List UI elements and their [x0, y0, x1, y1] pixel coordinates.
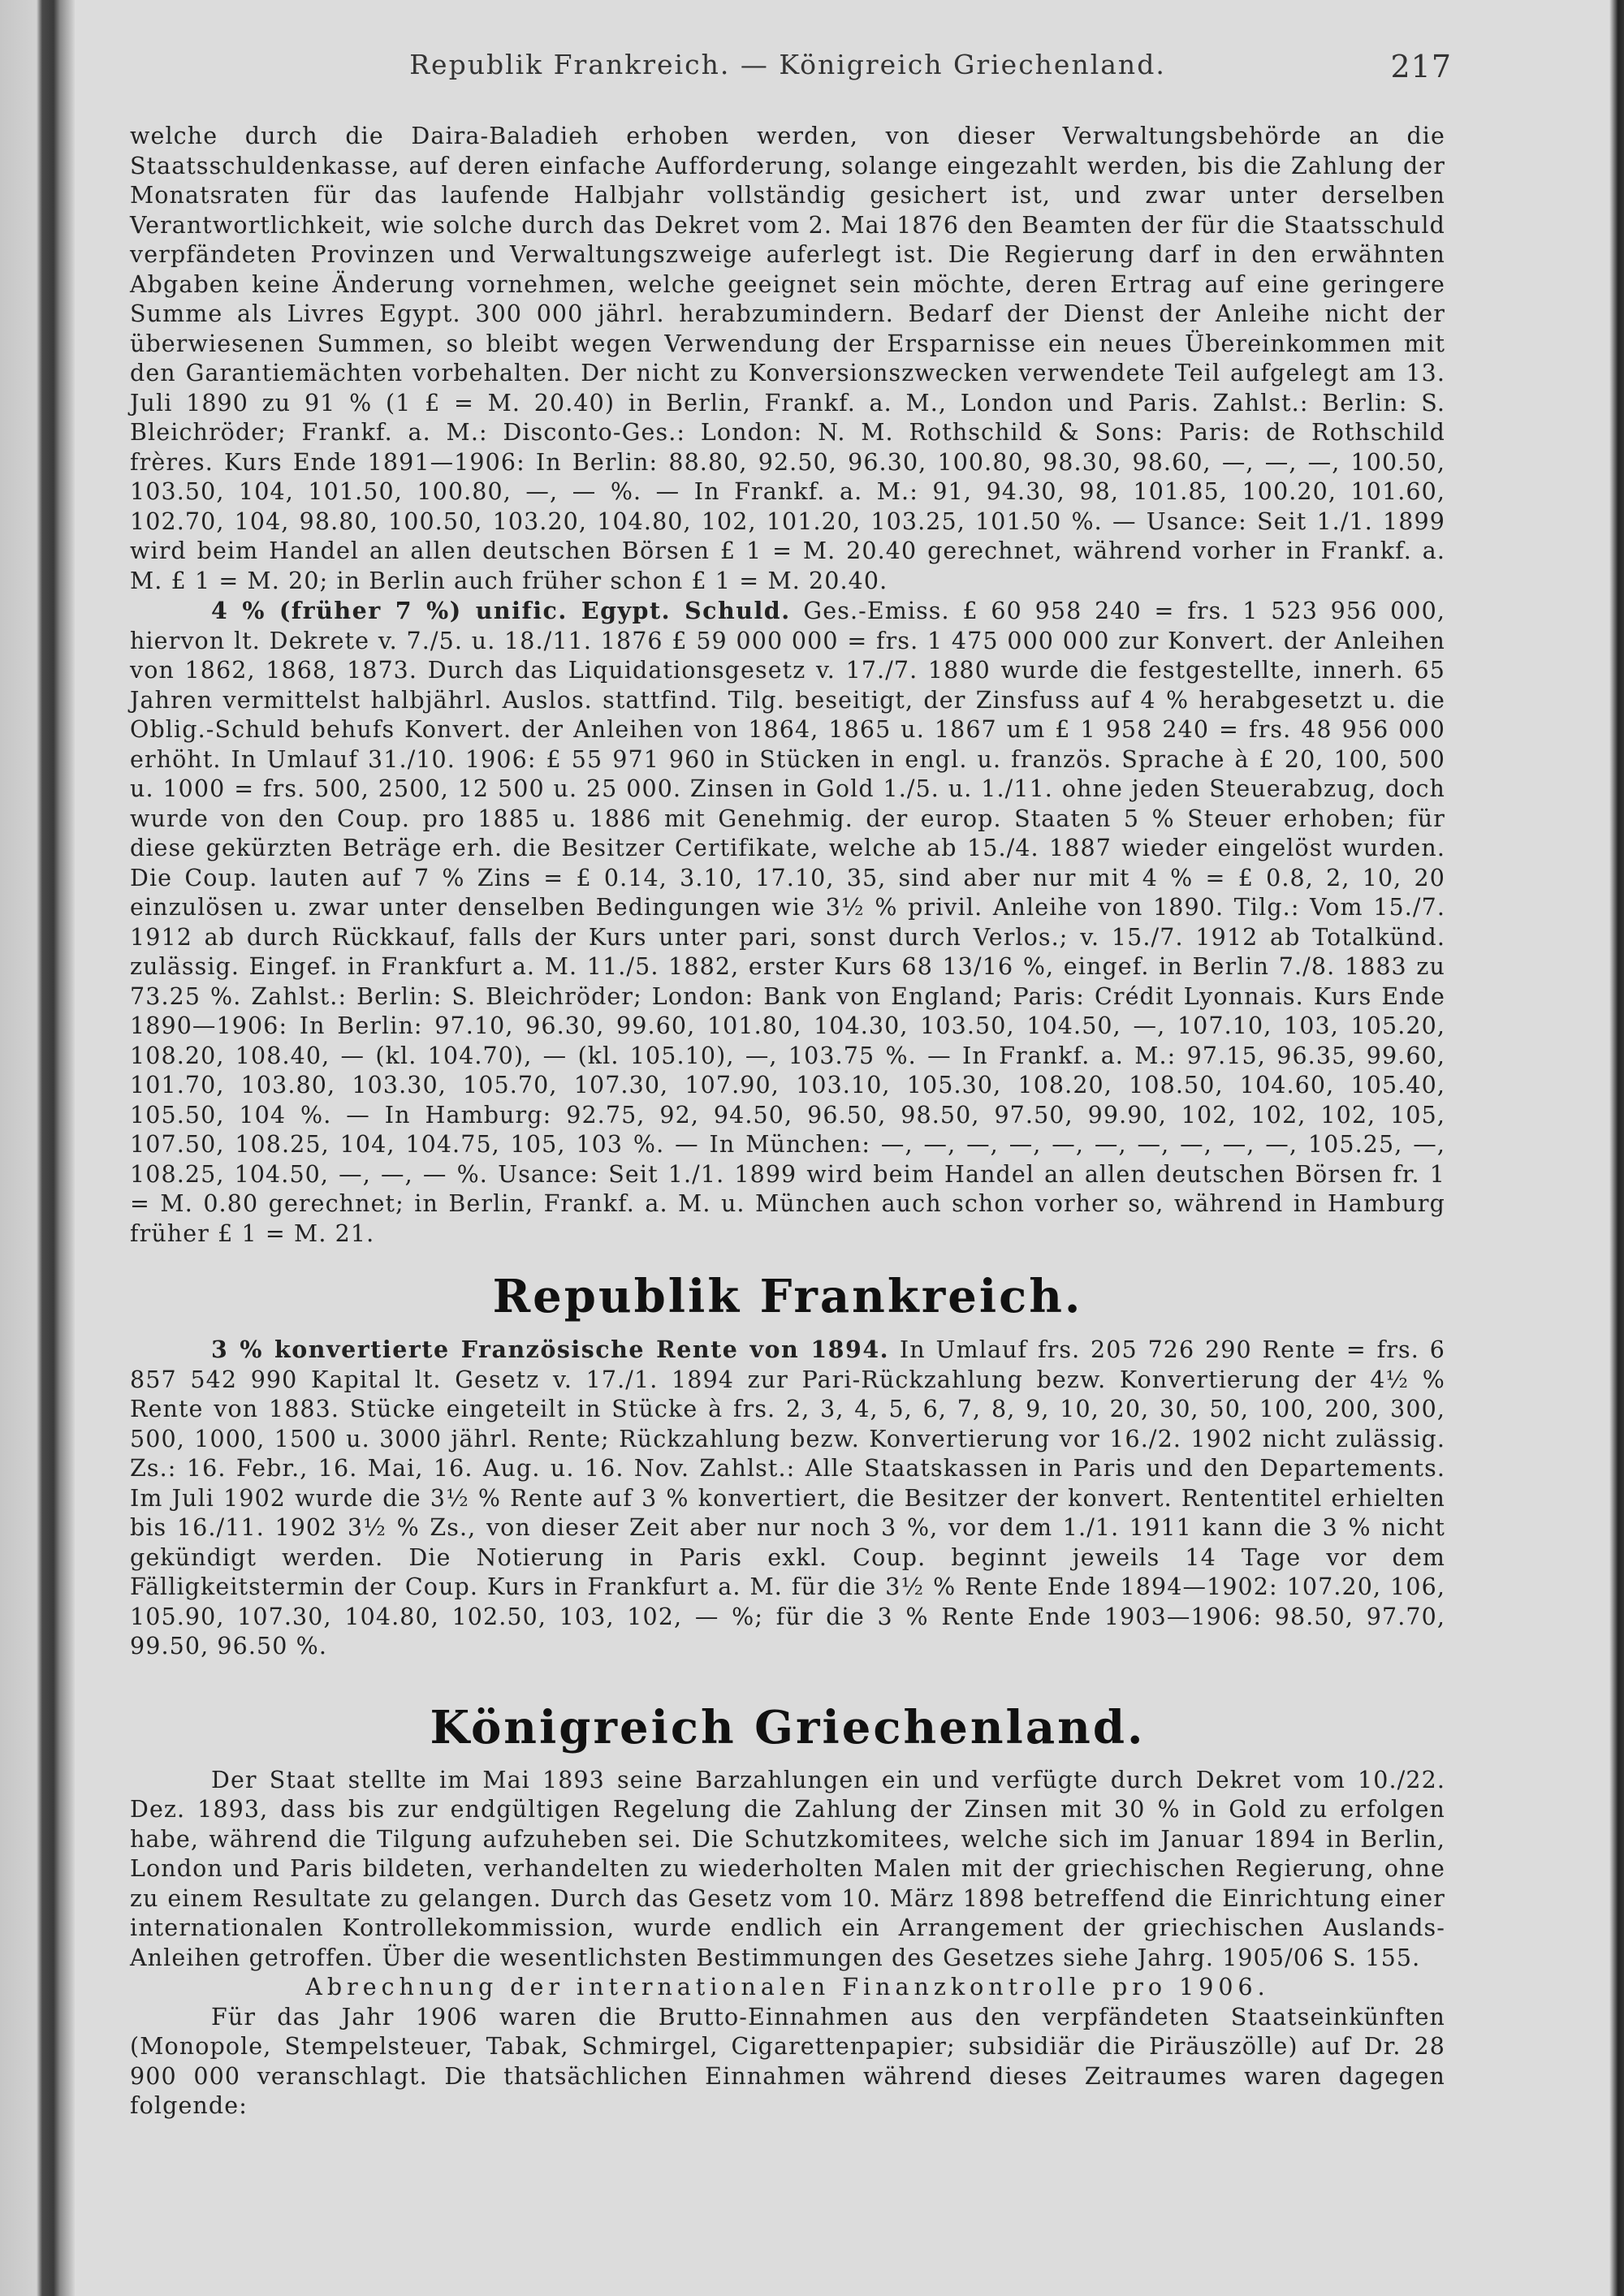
- running-head: [130, 49, 1452, 84]
- egypt-paragraph-2-text: Ges.-Emiss. £ 60 958 240 = frs. 1 523 956 000, hiervon lt. Dekrete v. 7./5. u. 18./11. 1876 £ 59 000 000 = frs. 1 475 000 000 zur Konvert. der Anleihen von 1862, 1868, 1873. Durch das Liquidationsgesetz v. 17./7. 1880 wurde die festgestellte, innerh. 65 Jahren vermittelst halbjährl. Auslos. stattfind. Tilg. beseitigt, der Zinsfuss auf 4 % herabgesetzt u. die Oblig.-Schuld behufs Konvert. der Anleihen von 1864, 1865 u. 1867 um £ 1 958 240 = frs. 48 956 000 erhöht. In Umlauf 31./10. 1906: £ 55 971 960 in Stücken in engl. u. französ. Sprache à £ 20, 100, 500 u. 1000 = frs. 500, 2500, 12 500 u. 25 000. Zinsen in Gold 1./5. u. 1./11. ohne jeden Steuerabzug, doch wurde von den Coup. pro 1885 u. 1886 mit Genehmig. der europ. Staaten 5 % Steuer erhoben; für diese gekürzten Beträge erh. die Besitzer Certifikate, welche ab 15./4. 1887 wieder eingelöst wurden. Die Coup. lauten auf 7 % Zins = £ 0.14, 3.10, 17.10, 35, sind aber nur mit 4 % = £ 0.8, 2, 10, 20 einzulösen u. zwar unter denselben Bedingungen wie 3½ % privil. Anleihe von 1890. Tilg.: Vom 15./7. 1912 ab durch Rückkauf, falls der Kurs unter pari, sonst durch Verlos.; v. 15./7. 1912 ab Totalkünd. zulässig. Eingef. in Frankfurt a. M. 11./5. 1882, erster Kurs 68 13/16 %, eingef. in Berlin 7./8. 1883 zu 73.25 %. Zahlst.: Berlin: S. Bleichröder; London: Bank von England; Paris: Crédit Lyonnais. Kurs Ende 1890—1906: In Berlin: 97.10, 96.30, 99.60, 101.80, 104.30, 103.50, 104.50, —, 107.10, 103, 105.20, 108.20, 108.40, — (kl. 104.70), — (kl. 105.10), —, 103.75 %. — In Frankf. a. M.: 97.15, 96.35, 99.60, 101.70, 103.80, 103.30, 105.70, 107.30, 107.90, 103.10, 105.30, 108.20, 108.50, 104.60, 105.40, 105.50, 104 %. — In Hamburg: 92.75, 92, 94.50, 96.50, 98.50, 97.50, 99.90, 102, 102, 102, 105, 107.50, 108.25, 104, 104.75, 105, 103 %. — In München: —, —, —, —, —, —, —, —, —, —, 105.25, —, 108.25, 104.50, —, —, — %. Usance: Seit 1./1. 1899 wird beim Handel an allen deutschen Börsen fr. 1 = M. 0.80 gerechnet; in Berlin, Frankf. a. M. u. München auch schon vorher so, während in Hamburg früher £ 1 = M. 21.: [130, 598, 1445, 1247]
- book-binding-gutter: [0, 0, 75, 2296]
- greece-heading: Königreich Griechenland.: [430, 1700, 1146, 1754]
- page-body: [130, 122, 1445, 2121]
- running-title: Republik Frankreich. — Königreich Griechenland.: [409, 49, 1166, 80]
- page-number: 217: [1390, 49, 1452, 84]
- greece-paragraph-2: Für das Jahr 1906 waren die Brutto-Einnahmen aus den verpfändeten Staatseinkünften (Monopole, Stempelsteuer, Tabak, Schmirgel, Cigarettenpapier; subsidiär die Piräuszölle) auf Dr. 28 900 000 veranschlagt. Die thatsächlichen Einnahmen während dieses Zeitraumes waren dagegen folgende:: [130, 2003, 1445, 2119]
- france-paragraph: [130, 1335, 1445, 1662]
- france-text: In Umlauf frs. 205 726 290 Rente = frs. 6 857 542 990 Kapital lt. Gesetz v. 17./1. 1894 zur Pari-Rückzahlung bezw. Konvertierung der 4½ % Rente von 1883. Stücke eingeteilt in Stücke à frs. 2, 3, 4, 5, 6, 7, 8, 9, 10, 20, 30, 50, 100, 200, 300, 500, 1000, 1500 u. 3000 jährl. Rente; Rückzahlung bezw. Konvertierung vor 16./2. 1902 nicht zulässig. Zs.: 16. Febr., 16. Mai, 16. Aug. u. 16. Nov. Zahlst.: Alle Staatskassen in Paris und den Departements. Im Juli 1902 wurde die 3½ % Rente auf 3 % konvertiert, die Besitzer der konvert. Rententitel erhielten bis 16./11. 1902 3½ % Zs., von dieser Zeit aber nur noch 3 %, vor dem 1./1. 1911 kann die 3 % nicht gekündigt werden. Die Notierung in Paris exkl. Coup. beginnt jeweils 14 Tage vor dem Fälligkeitstermin der Coup. Kurs in Frankfurt a. M. für die 3½ % Rente Ende 1894—1902: 107.20, 106, 105.90, 107.30, 104.80, 102.50, 103, 102, — %; für die 3 % Rente Ende 1903—1906: 98.50, 97.70, 99.50, 96.50 %.: [130, 1336, 1445, 1659]
- book-page: [130, 0, 1452, 2296]
- page-edge-shadow: [1609, 0, 1624, 2296]
- france-heading: Republik Frankreich.: [492, 1270, 1083, 1323]
- greece-subheading: Abrechnung der internationalen Finanzkontrolle pro 1906.: [305, 1974, 1270, 2000]
- egypt-paragraph-1: welche durch die Daira-Baladieh erhoben werden, von dieser Verwaltungsbehörde an die Staatsschuldenkasse, auf deren einfache Aufforderung, solange eingezahlt werden, bis die Zahlung der Monatsraten für das laufende Halbjahr vollständig gesichert ist, und zwar unter derselben Verantwortlichkeit, wie solche durch das Dekret vom 2. Mai 1876 den Beamten der für die Staatsschuld verpfändeten Provinzen und Verwaltungszweige auferlegt ist. Die Regierung darf in den erwähnten Abgaben keine Änderung vornehmen, welche geeignet sein möchte, deren Ertrag auf eine geringere Summe als Livres Egypt. 300 000 jährl. herabzumindern. Bedarf der Dienst der Anleihe nicht der überwiesenen Summen, so bleibt wegen Verwendung der Ersparnisse ein neues Übereinkommen mit den Garantiemächten vorbehalten. Der nicht zu Konversionszwecken verwendete Teil aufgelegt am 13. Juli 1890 zu 91 % (1 £ = M. 20.40) in Berlin, Frankf. a. M., London und Paris. Zahlst.: Berlin: S. Bleichröder; Frankf. a. M.: Disconto-Ges.: London: N. M. Rothschild & Sons: Paris: de Rothschild frères. Kurs Ende 1891—1906: In Berlin: 88.80, 92.50, 96.30, 100.80, 98.30, 98.60, —, —, —, 100.50, 103.50, 104, 101.50, 100.80, —, — %. — In Frankf. a. M.: 91, 94.30, 98, 101.85, 100.20, 101.60, 102.70, 104, 98.80, 100.50, 103.20, 104.80, 102, 101.20, 103.25, 101.50 %. — Usance: Seit 1./1. 1899 wird beim Handel an allen deutschen Börsen £ 1 = M. 20.40 gerechnet, während vorher in Frankf. a. M. £ 1 = M. 20; in Berlin auch früher schon £ 1 = M. 20.40.: [130, 123, 1445, 594]
- france-lead: 3 % konvertierte Französische Rente von 1894.: [211, 1336, 890, 1363]
- egypt-paragraph-2-lead: 4 % (früher 7 %) unific. Egypt. Schuld.: [211, 597, 791, 624]
- egypt-paragraph-2: [130, 596, 1445, 1249]
- greece-paragraph-1: Der Staat stellte im Mai 1893 seine Barzahlungen ein und verfügte durch Dekret vom 10./22. Dez. 1893, dass bis zur endgültigen Regelung die Zahlung der Zinsen mit 30 % in Gold zu erfolgen habe, während die Tilgung aufzuheben sei. Die Schutzkomitees, welche sich im Januar 1894 in Berlin, London und Paris bildeten, verhandelten zu wiederholten Malen mit der griechischen Regierung, ohne zu einem Resultate zu gelangen. Durch das Gesetz vom 10. März 1898 betreffend die Einrichtung einer internationalen Kontrollekommission, wurde endlich ein Arrangement der griechischen Auslands-Anleihen getroffen. Über die wesentlichsten Bestimmungen des Gesetzes siehe Jahrg. 1905/06 S. 155.: [130, 1766, 1445, 1971]
